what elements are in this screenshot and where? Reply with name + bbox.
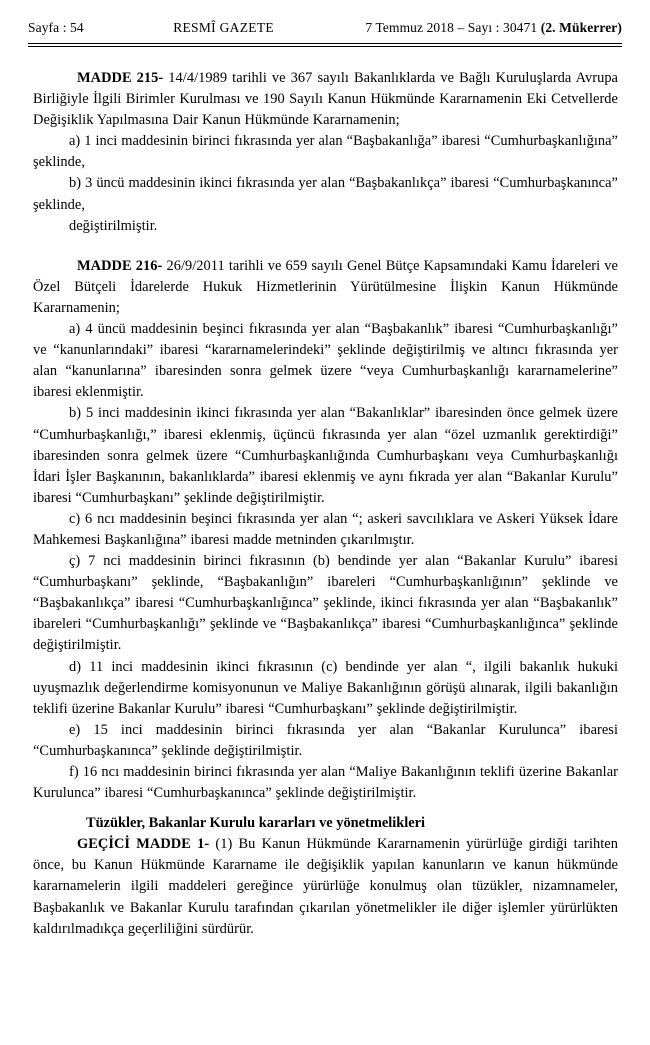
page-number-label: Sayfa : 54 [28,20,84,35]
madde-215-item-b: b) 3 üncü maddesinin ikinci fıkrasında yer alan “Başbakanlıkça” ibaresi “Cumhurbaşkanınca” şeklinde, [33,175,618,213]
madde-216-item-e: e) 15 inci maddesinin birinci fıkrasında yer alan “Bakanlar Kurulunca” ibaresi “Cumhurbaşkanınca” şeklinde değiştirilmiştir. [33,721,618,759]
mukerrer-label: (2. Mükerrer) [540,20,622,35]
issue-date-number: 7 Temmuz 2018 – Sayı : 30471 [365,20,538,35]
gazette-title: RESMÎ GAZETE [173,20,274,35]
madde-216-label: MADDE 216- [77,257,163,274]
gecici-madde-1 [33,834,618,939]
madde-216-intro-text: 26/9/2011 tarihli ve 659 sayılı Genel Bütçe Kapsamındaki Kamu İdareleri ve Özel Bütçeli İdarelerde Hukuk Hizmetlerinin Yürütülmesine İlişkin Kanun Hükmünde Kararnamenin; [33,257,618,316]
issue-info [365,20,622,36]
page-header [28,20,622,42]
gecici-madde-label: GEÇİCİ MADDE 1- [77,836,210,853]
madde-216-item-b: b) 5 inci maddesinin ikinci fıkrasında yer alan “Bakanlıklar” ibaresinden önce gelmek üzere “Cumhurbaşkanlığı,” ibaresi eklenmiş, üçüncü fıkrasında yer alan “özel uzmanlık gerektirdiği” ibaresinden sonra gelmek üzere “Cumhurbaşkanlığında Cumhurbaşkanı veya Cumhurbaşkanlığı İdari İşler Başkanının, bakanlıklarda” ibaresi eklenmiş ve aynı fıkrada yer alan “Bakanlar Kurulu” ibaresi “Cumhurbaşkanı” şeklinde değiştirilmiştir. [33,405,618,506]
madde-215-label: MADDE 215- [77,70,164,86]
gecici-madde-heading: Tüzükler, Bakanlar Kurulu kararları ve yönetmelikleri [86,815,425,832]
madde-215-intro [33,68,618,131]
gecici-madde-text: (1) Bu Kanun Hükmünde Kararnamenin yürürlüğe girdiği tarihten önce, bu Kanun Hükmünde Kararname ile değişiklik yapılan kanunların ve kanun hükmünde kararnamelerin ilgili maddeleri gereğince yürürlüğe konulmuş olan tüzükler, nizamnameler, Başbakanlık ve Bakanlar Kurulu tarafından çıkarılan yönetmelikler ile diğer işlemler yürürlükten kaldırılmadıkça geçerliliğini sürdürür. [33,836,618,937]
document-body [33,68,618,940]
madde-216-intro [33,256,618,319]
madde-215-closing: değiştirilmiştir. [69,217,158,234]
madde-216-item-c: c) 6 ncı maddesinin beşinci fıkrasında yer alan “; askeri savcılıklara ve Askeri Yüksek İdare Mahkemesi Başkanlığına” ibaresi madde metninden çıkarılmıştır. [33,510,618,548]
madde-215-intro-text: 14/4/1989 tarihli ve 367 sayılı Bakanlıklarda ve Bağlı Kuruluşlarda Avrupa Birliğiyle İlgili Birimler Kurulması ve 190 Sayılı Kanun Hükmünde Kararnamenin Eki Cetvellerde Değişiklik Yapılmasına Dair Kanun Hükmünde Kararnamenin; [33,70,618,129]
gazette-title-block [84,20,366,36]
madde-216-item-f: f) 16 ncı maddesinin birinci fıkrasında yer alan “Maliye Bakanlığının teklifi üzerine Bakanlar Kurulunca” ibaresi “Cumhurbaşkanınca” şeklinde değiştirilmiştir. [33,764,618,802]
madde-216-item-a: a) 4 üncü maddesinin beşinci fıkrasında yer alan “Başbakanlık” ibaresi “Cumhurbaşkanlığı” ve “kanunlarındaki” ibaresi “kararnamelerindeki” şeklinde değiştirilmiş ve altıncı fıkrasında yer alan “kanunlarına” ibaresinden sonra gelmek üzere “veya Cumhurbaşkanlığı kararnamelerine” ibaresi eklenmiştir. [33,321,618,401]
madde-215-item-a: a) 1 inci maddesinin birinci fıkrasında yer alan “Başbakanlığa” ibaresi “Cumhurbaşkanlığına” şeklinde, [33,133,618,171]
section-gap [33,237,618,256]
madde-216-item-cc: ç) 7 nci maddesinin birinci fıkrasının (b) bendinde yer alan “Bakanlar Kurulu” ibaresi “Cumhurbaşkanı” şeklinde, “Başbakanlığın” ibareleri “Cumhurbaşkanlığının” şeklinde ve “Başbakanlıkça” ibaresi “Cumhurbaşkanlığınca” şeklinde, ikinci fıkrasında yer alan “Başbakanlık” ibareleri “Cumhurbaşkanlığı” şeklinde ve “Başbakanlıkça” ibaresi “Cumhurbaşkanlığınca” şeklinde değiştirilmiştir. [33,553,618,654]
section-gap [33,804,618,813]
header-double-rule [28,43,622,47]
madde-216-item-d: d) 11 inci maddesinin ikinci fıkrasının (c) bendinde yer alan “, ilgili bakanlık hukuki uyuşmazlık değerlendirme komisyonunun ve Maliye Bakanlığının görüşü alınarak, ilgili bakanlığın teklifi üzerine Bakanlar Kurulu” ibaresi “Cumhurbaşkanı” şeklinde değiştirilmiştir. [33,658,618,717]
